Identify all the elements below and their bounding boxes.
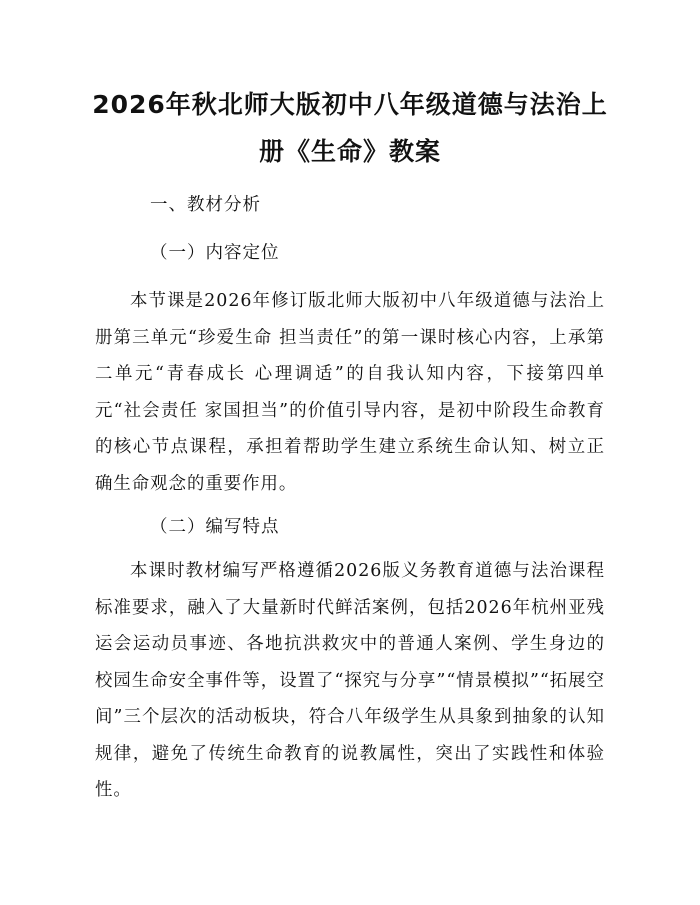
document-title-line-2: 册《生命》教案: [258, 137, 441, 166]
subsection-heading-writing-features: （二）编写特点: [150, 517, 280, 537]
subsection-heading-content-positioning: （一）内容定位: [150, 243, 280, 263]
section-heading-textbook-analysis: 一、教材分析: [150, 195, 261, 215]
document-title-line-1: 2026年秋北师大版初中八年级道德与法治上: [92, 90, 608, 119]
paragraph-writing-features: 本课时教材编写严格遵循2026版义务教育道德与法治课程标准要求，融入了大量新时代鲜活案例，包括2026年杭州亚残运会运动员事迹、各地抗洪救灾中的普通人案例、学生身边的校园生命安全事件等，设置了“探究与分享”“情景模拟”“拓展空间”三个层次的活动板块，符合八年级学生从具象到抽象的认知规律，避免了传统生命教育的说教属性，突出了实践性和体验性。: [95, 561, 605, 800]
paragraph-content-positioning: 本节课是2026年修订版北师大版初中八年级道德与法治上册第三单元“珍爱生命 担当责任”的第一课时核心内容，上承第二单元“青春成长 心理调适”的自我认知内容，下接第四单元“社会责任 家国担当”的价值引导内容，是初中阶段生命教育的核心节点课程，承担着帮助学生建立系统生命认知、树立正确生命观念的重要作用。: [95, 291, 605, 494]
